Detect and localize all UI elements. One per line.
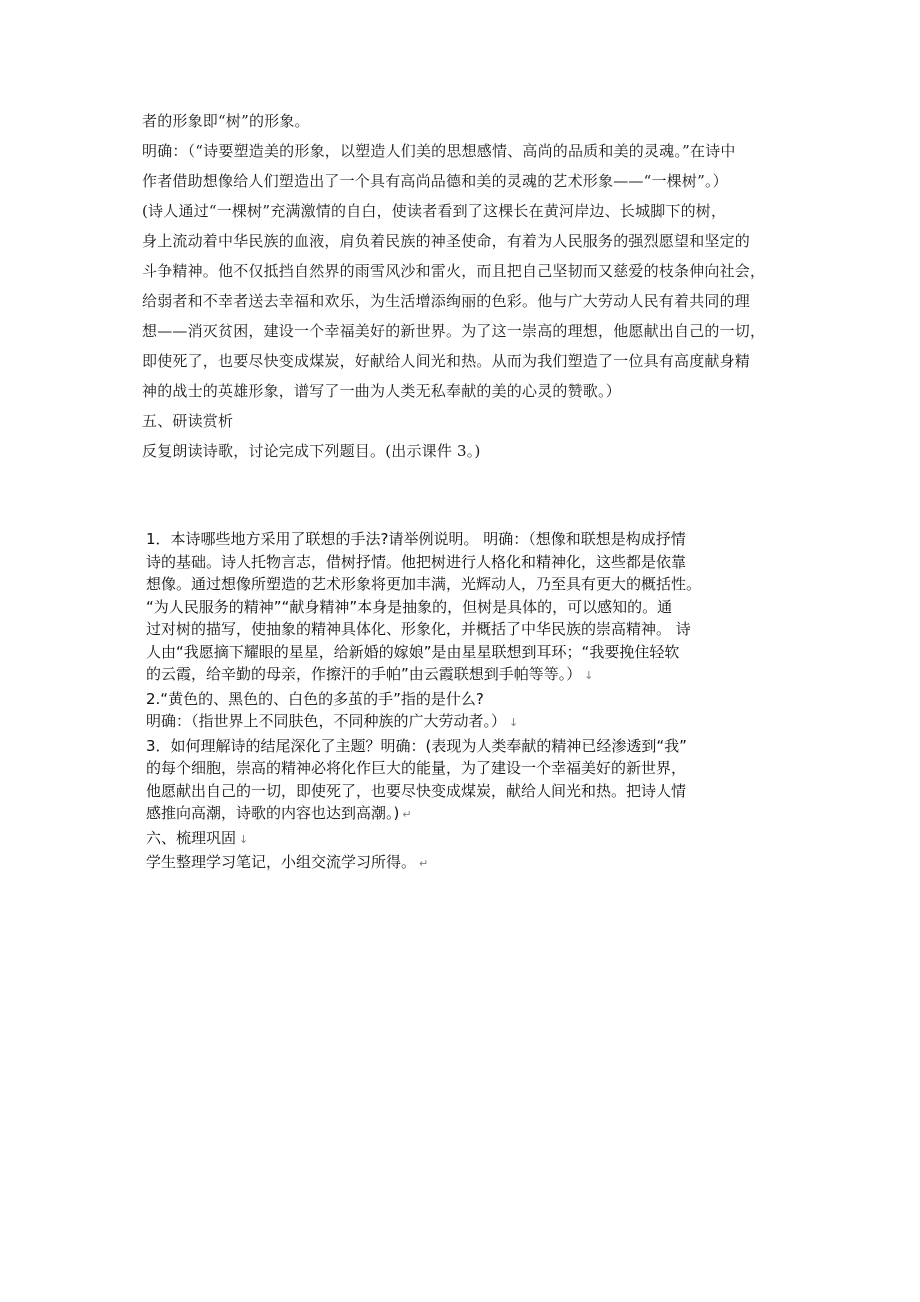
paragraph-mark: ↵ xyxy=(402,808,412,821)
paragraph-mark: ↵ xyxy=(419,857,429,870)
paragraph-line: 3．如何理解诗的结尾深化了主题？明确：(表现为人类奉献的精神已经渗透到“我” xyxy=(146,736,687,755)
line-break-mark: ↓ xyxy=(584,669,594,682)
section-heading: 五、研读赏析 xyxy=(142,412,234,430)
paragraph-line: 明确：（“诗要塑造美的形象，以塑造人们美的思想感情、高尚的品质和美的灵魂。”在诗中 xyxy=(142,142,736,160)
line-text: 学生整理学习笔记，小组交流学习所得。 xyxy=(146,853,417,871)
paragraph-line: 他愿献出自己的一切，即使死了，也要尽快变成煤炭，献给人间光和热。把诗人情 xyxy=(146,781,687,800)
paragraph-line: 者的形象即“树”的形象。 xyxy=(142,112,310,130)
line-break-mark: ↓ xyxy=(509,716,519,729)
paragraph-line: (诗人通过“一棵树”充满激情的自白，使读者看到了这棵长在黄河岸边、长城脚下的树， xyxy=(142,202,727,220)
paragraph-line: 过对树的描写，使抽象的精神具体化、形象化，并概括了中华民族的崇高精神。 诗 xyxy=(146,620,691,638)
paragraph-line xyxy=(146,851,796,876)
paragraph-line xyxy=(146,710,796,735)
paragraph-line: 神的战士的英雄形象，谱写了一曲为人类无私奉献的美的心灵的赞歌。） xyxy=(142,382,621,400)
paragraph-line: 1．本诗哪些地方采用了联想的手法?请举例说明。 明确：（想像和联想是构成抒情 xyxy=(146,530,686,548)
line-text: 明确：（指世界上不同肤色，不同种族的广大劳动者。） xyxy=(146,712,507,730)
line-text: 的云霞，给辛勤的母亲，作擦汗的手帕”由云霞联想到手帕等等。） xyxy=(146,665,582,683)
line-text: 感推向高潮，诗歌的内容也达到高潮。) xyxy=(146,804,400,822)
paragraph-line: 的每个细胞，崇高的精神必将化作巨大的能量，为了建设一个幸福美好的新世界， xyxy=(146,759,687,777)
paragraph-line: 诗的基础。诗人托物言志，借树抒情。他把树进行人格化和精神化，这些都是依靠 xyxy=(146,552,687,571)
paragraph-line xyxy=(146,802,796,827)
line-break-mark: ↓ xyxy=(239,832,249,846)
paragraph-line: 人由“我愿摘下耀眼的星星，给新婚的嫁娘”是由星星联想到耳环；“我要挽住轻软 xyxy=(146,642,680,661)
body-text-upper xyxy=(142,106,792,466)
section-heading xyxy=(146,827,796,852)
paragraph-line: “为人民服务的精神”“献身精神”本身是抽象的，但树是具体的，可以感知的。通 xyxy=(146,597,673,616)
line-text: 六、梳理巩固 xyxy=(146,828,237,847)
paragraph-line: 斗争精神。他不仅抵挡自然界的雨雪风沙和雷火，而且把自己坚韧而又慈爱的枝条伸向社会， xyxy=(142,262,766,280)
paragraph-line: 想像。通过想像所塑造的艺术形象将更加丰满，光辉动人，乃至具有更大的概括性。 xyxy=(146,575,702,593)
paragraph-line: 作者借助想像给人们塑造出了一个具有高尚品德和美的灵魂的艺术形象——“一棵树”。） xyxy=(142,172,728,190)
paragraph-line: 想——消灭贫困，建设一个幸福美好的新世界。为了这一崇高的理想，他愿献出自己的一切， xyxy=(142,322,766,340)
paragraph-line: 身上流动着中华民族的血液，肩负着民族的神圣使命，有着为人民服务的强烈愿望和坚定的 xyxy=(142,232,751,250)
paragraph-line xyxy=(146,663,796,688)
paragraph-line: 反复朗读诗歌，讨论完成下列题目。(出示课件 3。) xyxy=(142,442,481,460)
body-text-lower xyxy=(146,528,796,876)
paragraph-line: 给弱者和不幸者送去幸福和欢乐，为生活增添绚丽的色彩。他与广大劳动人民有着共同的理 xyxy=(142,292,751,310)
paragraph-line: 2.“黄色的、黑色的、白色的多茧的手”指的是什么? xyxy=(146,689,484,708)
paragraph-line: 即使死了，也要尽快变成煤炭，好献给人间光和热。从而为我们塑造了一位具有高度献身精 xyxy=(142,352,751,370)
